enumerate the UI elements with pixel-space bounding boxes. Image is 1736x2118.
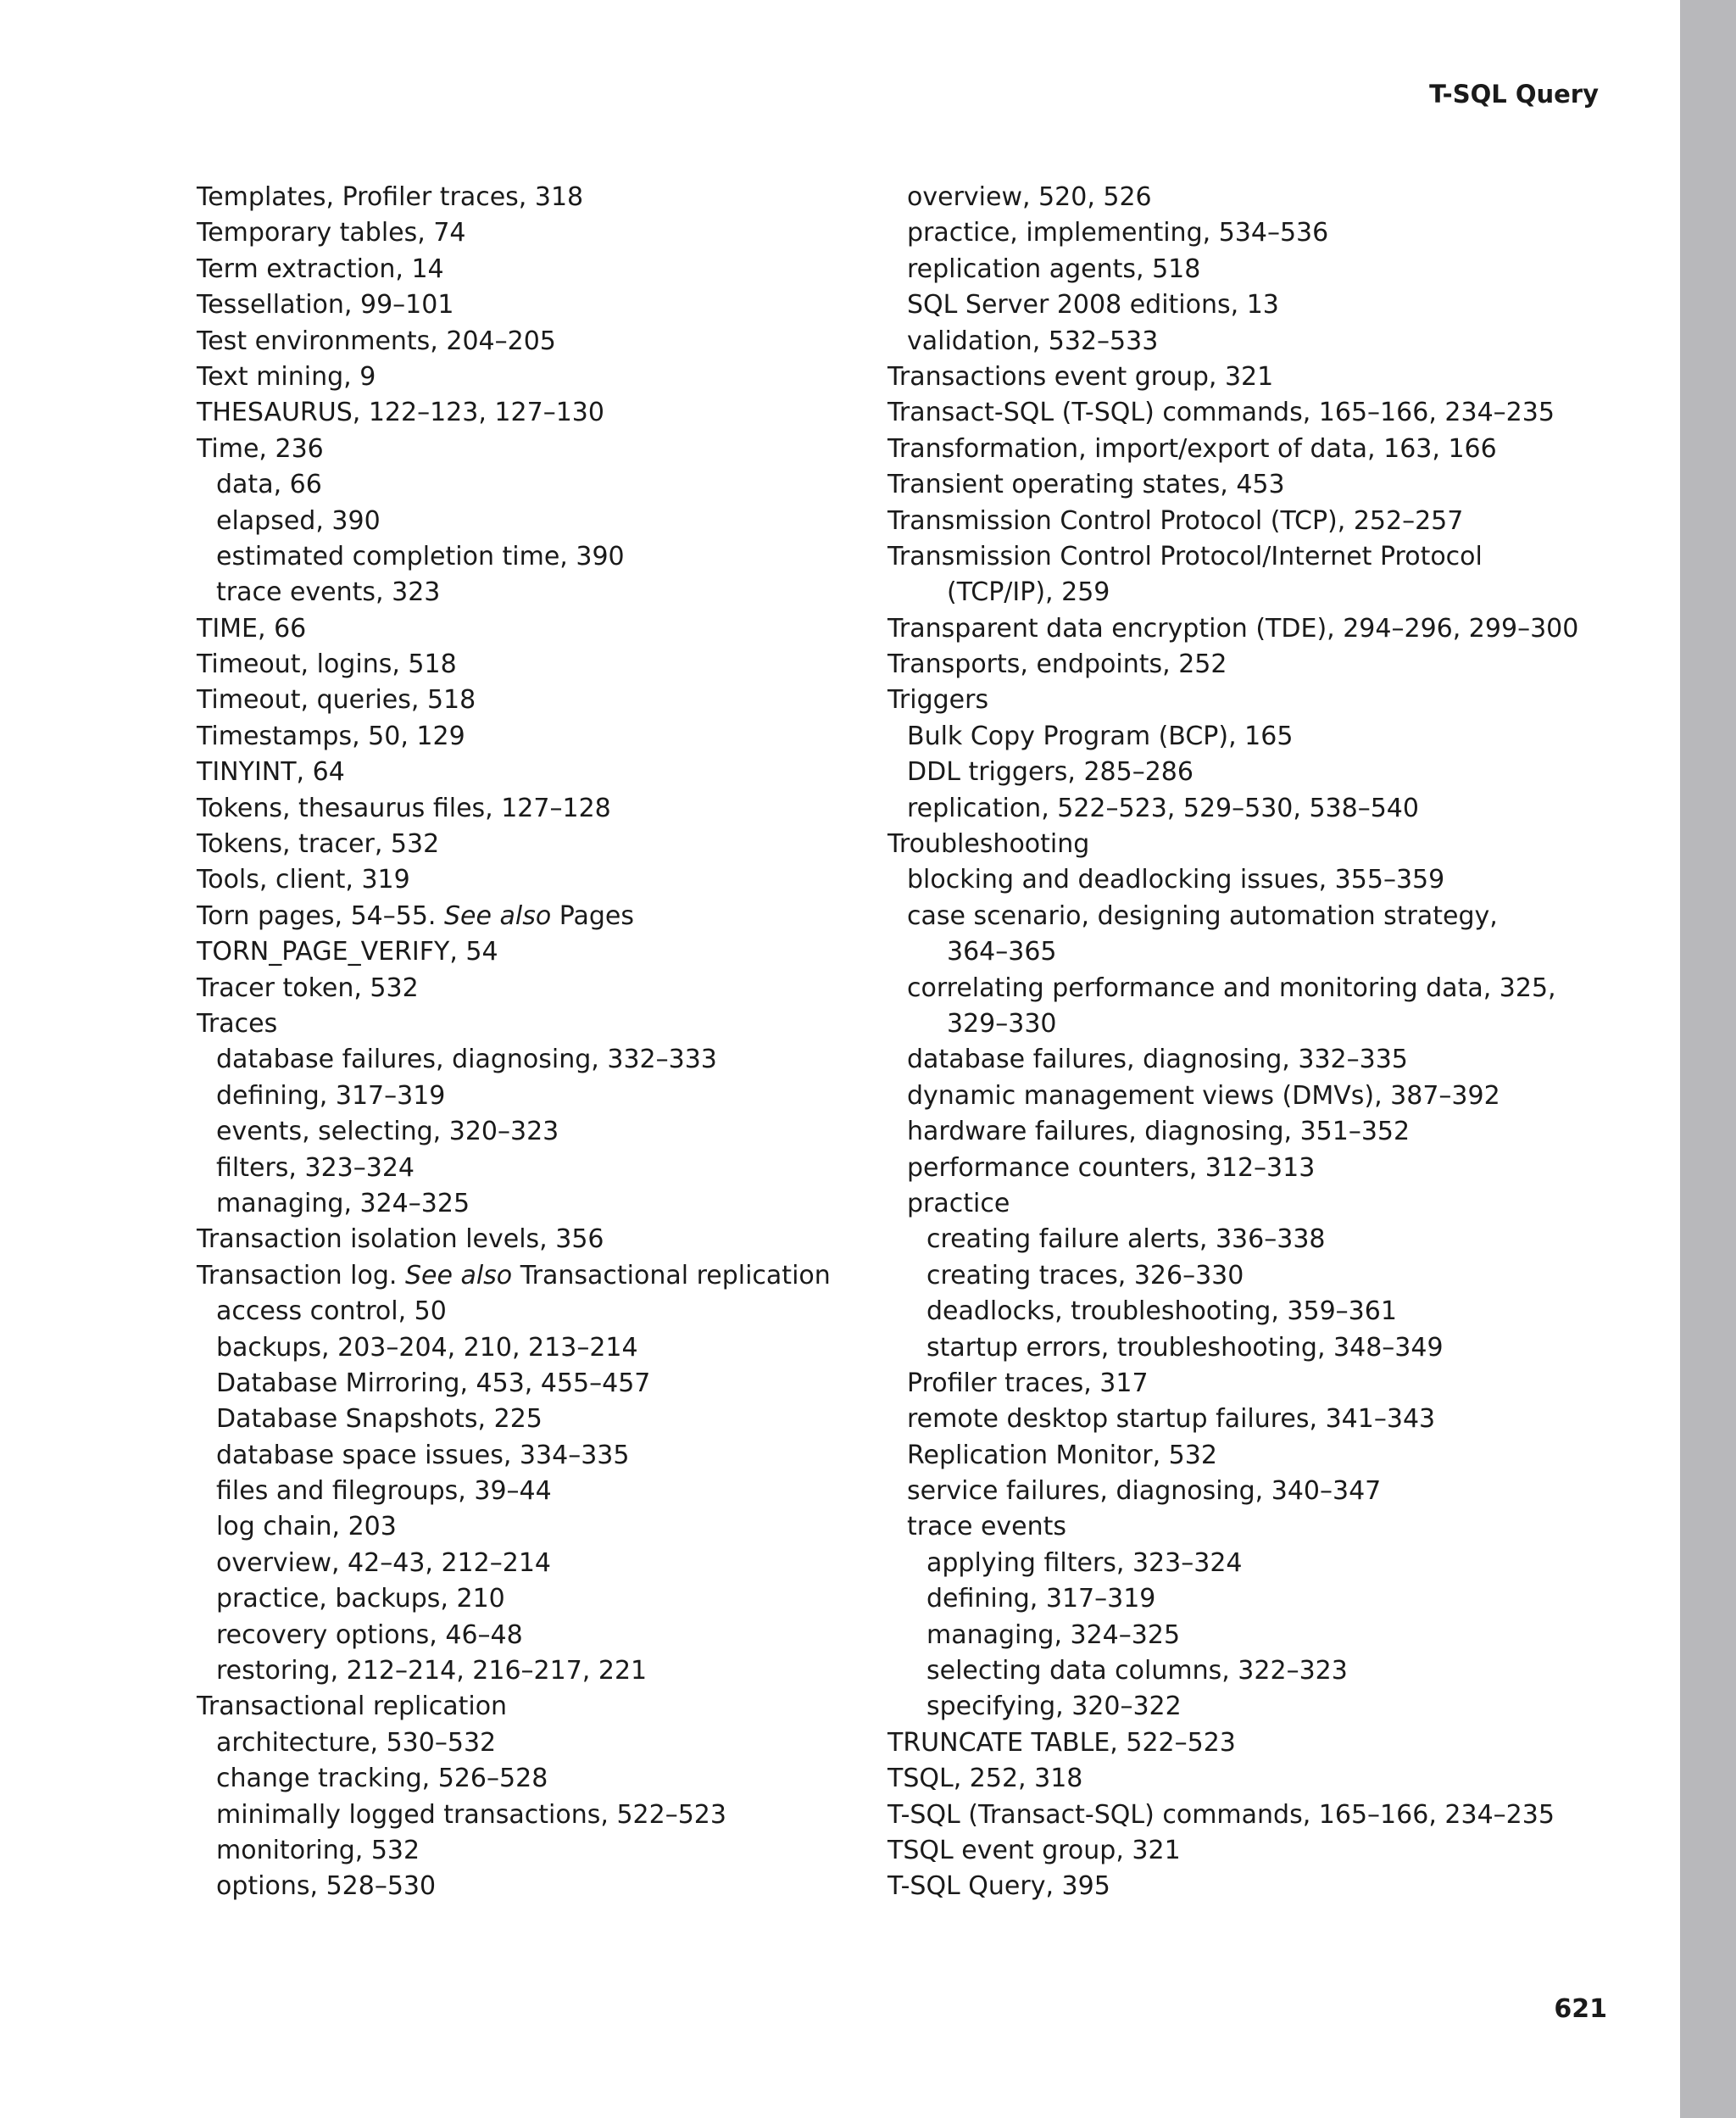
index-entry-text: SQL Server 2008 editions, 13 xyxy=(907,290,1279,320)
index-entry-text: selecting data columns, 322–323 xyxy=(926,1656,1348,1686)
index-entry-text: Profiler traces, 317 xyxy=(907,1368,1149,1398)
index-entry-text: TSQL, 252, 318 xyxy=(887,1764,1083,1794)
index-entry-text: Tessellation, 99–101 xyxy=(197,290,454,320)
index-entry-text: hardware failures, diagnosing, 351–352 xyxy=(907,1117,1410,1147)
index-entry-text: specifying, 320–322 xyxy=(926,1692,1182,1722)
index-entry-text: TRUNCATE TABLE, 522–523 xyxy=(887,1727,1236,1758)
index-entry-text: database failures, diagnosing, 332–333 xyxy=(216,1045,717,1075)
index-entry-text: replication agents, 518 xyxy=(907,254,1201,284)
index-subentry xyxy=(887,1042,1578,1078)
index-entry-text: architecture, 530–532 xyxy=(216,1727,497,1758)
index-entry-text: creating traces, 326–330 xyxy=(926,1260,1244,1290)
index-entry-text: THESAURUS, 122–123, 127–130 xyxy=(197,398,604,428)
index-entry-text: Transact-SQL (T-SQL) commands, 165–166, 234–235 xyxy=(887,398,1555,428)
index-entry-text: Transmission Control Protocol/Internet Protocol xyxy=(887,541,1483,571)
index-entry-text: blocking and deadlocking issues, 355–359 xyxy=(907,865,1445,895)
index-entry-text: Torn pages, 54–55. xyxy=(197,900,444,931)
index-entry xyxy=(197,252,831,287)
index-entry xyxy=(887,611,1578,647)
index-entry-text: validation, 532–533 xyxy=(907,326,1159,356)
index-column-left xyxy=(197,180,831,1905)
index-entry xyxy=(197,611,831,647)
index-subentry xyxy=(887,791,1578,827)
index-entry xyxy=(197,791,831,827)
index-subentry xyxy=(887,1222,1578,1257)
index-subentry xyxy=(197,1653,831,1689)
index-entry-text: TSQL event group, 321 xyxy=(887,1835,1181,1865)
index-entry xyxy=(197,395,831,431)
index-entry-text: options, 528–530 xyxy=(216,1871,437,1902)
index-subentry xyxy=(197,1294,831,1329)
index-subentry xyxy=(197,1402,831,1437)
index-entry-text: trace events, 323 xyxy=(216,577,441,608)
index-entry xyxy=(887,467,1578,503)
index-entry-text: Timestamps, 50, 129 xyxy=(197,721,465,751)
index-subentry xyxy=(887,1618,1578,1653)
index-entry-text: DDL triggers, 285–286 xyxy=(907,757,1194,788)
cross-reference-target: Transactional replication xyxy=(512,1260,831,1290)
index-entry-text: trace events xyxy=(907,1512,1067,1542)
index-entry-text: Time, 236 xyxy=(197,433,324,464)
index-entry xyxy=(197,1222,831,1257)
index-entry-text: backups, 203–204, 210, 213–214 xyxy=(216,1332,638,1363)
index-subentry xyxy=(887,180,1578,215)
index-subentry xyxy=(887,862,1578,898)
index-entry xyxy=(197,683,831,718)
index-subentry xyxy=(197,1869,831,1904)
index-entry-text: creating failure alerts, 336–338 xyxy=(926,1224,1326,1255)
index-entry xyxy=(197,647,831,683)
index-entry xyxy=(197,719,831,755)
index-entry-text: replication, 522–523, 529–530, 538–540 xyxy=(907,793,1419,823)
see-also-reference: See also xyxy=(404,1260,513,1290)
index-subentry xyxy=(197,467,831,503)
index-entry xyxy=(887,827,1578,862)
index-entry xyxy=(887,1761,1578,1797)
index-subentry xyxy=(887,1474,1578,1509)
index-entry xyxy=(197,971,831,1006)
index-subentry xyxy=(887,755,1578,790)
index-subentry xyxy=(197,1725,831,1761)
index-subentry xyxy=(887,1366,1578,1402)
index-subentry xyxy=(887,1079,1578,1114)
index-entry xyxy=(197,180,831,215)
index-entry-text: managing, 324–325 xyxy=(216,1188,470,1218)
index-subentry xyxy=(887,287,1578,323)
index-entry xyxy=(197,862,831,898)
index-subentry xyxy=(197,1330,831,1366)
index-subentry xyxy=(887,1546,1578,1581)
index-entry-text: 329–330 xyxy=(947,1008,1057,1039)
index-subentry xyxy=(197,1079,831,1114)
index-entry xyxy=(197,360,831,395)
index-subentry xyxy=(197,1438,831,1474)
index-subentry xyxy=(887,1114,1578,1150)
index-entry xyxy=(197,432,831,467)
index-entry-text: Term extraction, 14 xyxy=(197,254,444,284)
index-entry-text: elapsed, 390 xyxy=(216,505,381,536)
index-subentry xyxy=(887,1689,1578,1725)
index-subentry xyxy=(887,899,1578,934)
index-entry xyxy=(887,1725,1578,1761)
index-entry-text: Database Mirroring, 453, 455–457 xyxy=(216,1368,651,1398)
index-entry-text: Transactions event group, 321 xyxy=(887,361,1274,392)
index-subentry xyxy=(887,1581,1578,1617)
index-entry-text: TINYINT, 64 xyxy=(197,757,345,788)
index-entry-continuation xyxy=(887,575,1578,610)
index-entry-text: Triggers xyxy=(887,685,989,716)
index-entry xyxy=(197,827,831,862)
index-entry xyxy=(887,647,1578,683)
index-entry-text: deadlocks, troubleshooting, 359–361 xyxy=(926,1296,1397,1327)
index-entry-text: files and filegroups, 39–44 xyxy=(216,1476,552,1507)
index-entry-text: log chain, 203 xyxy=(216,1512,397,1542)
index-entry-text: T-SQL (Transact-SQL) commands, 165–166, 234–235 xyxy=(887,1799,1555,1830)
index-entry-text: overview, 520, 526 xyxy=(907,182,1152,212)
index-entry-text: database space issues, 334–335 xyxy=(216,1440,630,1470)
running-head: T-SQL Query xyxy=(1429,80,1599,109)
index-entry xyxy=(197,1689,831,1725)
index-entry-continuation xyxy=(887,1006,1578,1042)
index-entry xyxy=(887,1869,1578,1904)
index-subentry xyxy=(887,719,1578,755)
index-entry-text: Replication Monitor, 532 xyxy=(907,1440,1217,1470)
index-subentry xyxy=(887,1653,1578,1689)
index-subentry xyxy=(887,324,1578,360)
index-subentry xyxy=(197,1581,831,1617)
index-entry-text: Transaction log. xyxy=(197,1260,405,1290)
index-entry-text: overview, 42–43, 212–214 xyxy=(216,1547,551,1578)
index-entry xyxy=(887,360,1578,395)
index-entry-text: Temporary tables, 74 xyxy=(197,218,466,248)
index-entry-text: database failures, diagnosing, 332–335 xyxy=(907,1045,1408,1075)
index-subentry xyxy=(197,1042,831,1078)
index-entry xyxy=(197,1006,831,1042)
index-entry-text: Timeout, logins, 518 xyxy=(197,649,457,680)
index-subentry xyxy=(197,1186,831,1222)
index-entry-text: T-SQL Query, 395 xyxy=(887,1871,1110,1902)
index-entry-text: estimated completion time, 390 xyxy=(216,541,625,571)
index-subentry xyxy=(197,1474,831,1509)
index-subentry xyxy=(197,539,831,575)
index-entry-text: practice, backups, 210 xyxy=(216,1584,505,1614)
cross-reference-target: Pages xyxy=(551,900,634,931)
index-entry-text: case scenario, designing automation strategy, xyxy=(907,900,1498,931)
index-entry-text: Transformation, import/export of data, 163, 166 xyxy=(887,433,1497,464)
index-subentry xyxy=(887,1186,1578,1222)
index-subentry xyxy=(197,1151,831,1186)
index-subentry xyxy=(197,1509,831,1545)
index-entry-text: defining, 317–319 xyxy=(216,1080,446,1111)
index-entry xyxy=(887,1798,1578,1833)
index-column-right xyxy=(887,180,1578,1905)
index-subentry xyxy=(887,971,1578,1006)
index-entry-text: access control, 50 xyxy=(216,1296,447,1327)
page-edge-bar xyxy=(1680,0,1736,2118)
index-entry-text: service failures, diagnosing, 340–347 xyxy=(907,1476,1382,1507)
index-entry-text: Transmission Control Protocol (TCP), 252–257 xyxy=(887,505,1464,536)
index-entry-text: managing, 324–325 xyxy=(926,1619,1181,1650)
index-entry-text: Timeout, queries, 518 xyxy=(197,685,476,716)
index-subentry xyxy=(197,1833,831,1869)
index-entry-text: remote desktop startup failures, 341–343 xyxy=(907,1404,1436,1435)
index-entry-text: startup errors, troubleshooting, 348–349 xyxy=(926,1332,1444,1363)
index-entry-text: recovery options, 46–48 xyxy=(216,1619,523,1650)
index-entry-text: Transaction isolation levels, 356 xyxy=(197,1224,604,1255)
index-entry xyxy=(887,539,1578,575)
index-entry-text: events, selecting, 320–323 xyxy=(216,1117,559,1147)
index-entry-text: data, 66 xyxy=(216,470,322,500)
index-entry-text: TORN_PAGE_VERIFY, 54 xyxy=(197,937,498,967)
index-subentry xyxy=(197,1618,831,1653)
index-entry-continuation xyxy=(887,934,1578,970)
index-subentry xyxy=(887,1258,1578,1294)
index-entry xyxy=(197,755,831,790)
index-entry-text: Tokens, tracer, 532 xyxy=(197,829,440,860)
index-subentry xyxy=(887,1151,1578,1186)
index-entry-text: Bulk Copy Program (BCP), 165 xyxy=(907,721,1294,751)
index-entry xyxy=(887,432,1578,467)
index-entry-text: restoring, 212–214, 216–217, 221 xyxy=(216,1656,648,1686)
index-entry xyxy=(197,287,831,323)
index-entry xyxy=(887,395,1578,431)
index-subentry xyxy=(197,1798,831,1833)
index-entry-text: Transports, endpoints, 252 xyxy=(887,649,1227,680)
index-subentry xyxy=(197,1761,831,1797)
index-subentry xyxy=(197,1366,831,1402)
index-subentry xyxy=(197,1114,831,1150)
index-entry-text: correlating performance and monitoring data, 325, xyxy=(907,973,1556,1003)
index-entry-text: Tools, client, 319 xyxy=(197,865,410,895)
index-entry-text: 364–365 xyxy=(947,937,1057,967)
index-entry-text: TIME, 66 xyxy=(197,613,307,644)
index-entry-text: Text mining, 9 xyxy=(197,361,376,392)
index-entry xyxy=(887,1833,1578,1869)
index-entry-text: dynamic management views (DMVs), 387–392 xyxy=(907,1080,1500,1111)
index-entry-text: change tracking, 526–528 xyxy=(216,1764,548,1794)
index-entry-text: performance counters, 312–313 xyxy=(907,1152,1316,1183)
index-subentry xyxy=(197,504,831,539)
index-entry-text: applying filters, 323–324 xyxy=(926,1547,1243,1578)
index-subentry xyxy=(887,1438,1578,1474)
index-entry-text: Traces xyxy=(197,1008,278,1039)
index-entry-text: Troubleshooting xyxy=(887,829,1090,860)
index-subentry xyxy=(887,1509,1578,1545)
index-entry-text: defining, 317–319 xyxy=(926,1584,1156,1614)
index-entry-text: Database Snapshots, 225 xyxy=(216,1404,542,1435)
index-entry xyxy=(197,324,831,360)
index-entry-text: Templates, Profiler traces, 318 xyxy=(197,182,584,212)
index-entry-text: Tracer token, 532 xyxy=(197,973,419,1003)
index-entry-text: filters, 323–324 xyxy=(216,1152,415,1183)
index-subentry xyxy=(887,252,1578,287)
index-entry-text: practice xyxy=(907,1188,1010,1218)
index-entry-text: Test environments, 204–205 xyxy=(197,326,556,356)
index-subentry xyxy=(197,575,831,610)
index-entry-text: Transactional replication xyxy=(197,1692,508,1722)
index-entry-text: Tokens, thesaurus files, 127–128 xyxy=(197,793,611,823)
index-entry xyxy=(887,683,1578,718)
index-entry-text: (TCP/IP), 259 xyxy=(947,577,1110,608)
index-entry xyxy=(197,215,831,251)
index-entry-text: monitoring, 532 xyxy=(216,1835,420,1865)
index-entry xyxy=(197,934,831,970)
page-number: 621 xyxy=(1554,1994,1607,2024)
index-subentry xyxy=(887,1330,1578,1366)
index-entry xyxy=(887,504,1578,539)
index-entry-text: Transparent data encryption (TDE), 294–296, 299–300 xyxy=(887,613,1579,644)
index-subentry xyxy=(887,1402,1578,1437)
index-entry-text: minimally logged transactions, 522–523 xyxy=(216,1799,726,1830)
index-subentry xyxy=(887,215,1578,251)
index-entry-text: practice, implementing, 534–536 xyxy=(907,218,1329,248)
index-entry xyxy=(197,899,831,934)
index-subentry xyxy=(197,1546,831,1581)
index-entry-text: Transient operating states, 453 xyxy=(887,470,1285,500)
index-entry xyxy=(197,1258,831,1294)
see-also-reference: See also xyxy=(444,900,552,931)
index-subentry xyxy=(887,1294,1578,1329)
